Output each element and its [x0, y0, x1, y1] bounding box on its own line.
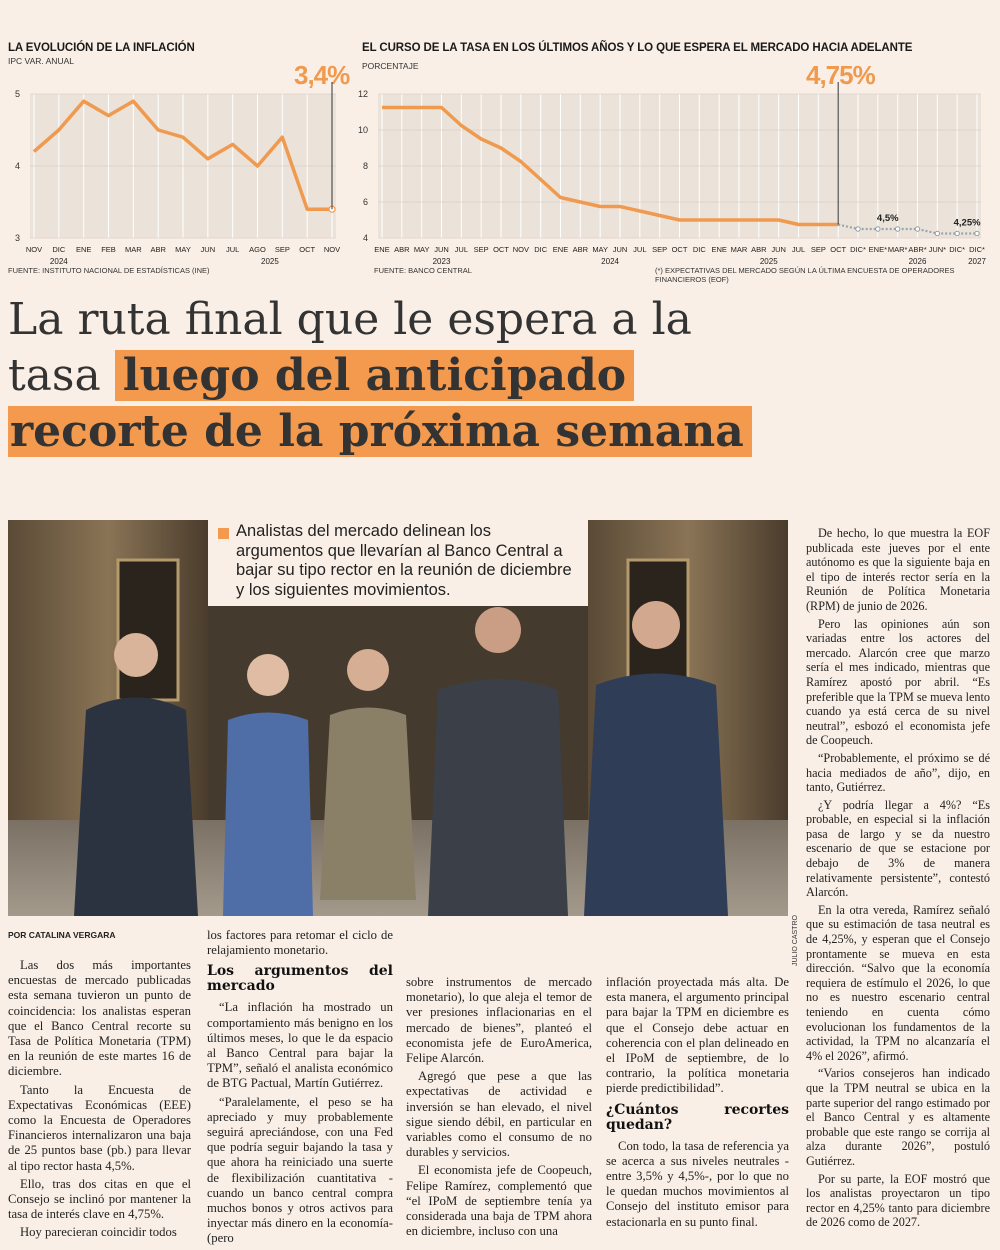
- paragraph: Tanto la Encuesta de Expectativas Económicas (EEE) como la Encuesta de Operadores Financieros internalizaron una baja de 25 puntos base (pb.) para llevar al tipo rector hasta 4,5%.: [8, 1082, 191, 1173]
- callout-bullet-square: [218, 528, 229, 539]
- body-column-4: [606, 975, 789, 1233]
- data-point: [935, 231, 939, 235]
- x-tick-label: ENE: [552, 245, 569, 254]
- paragraph: Pero las opiniones aún son variadas entre los actores del mercado. Alarcón cree que marzo sería el mes indicado, mientras que Ramírez apostó por abril. “Es preferible que la TPM se mueva lento cuando ya está cerca de su nivel neutral”, esbozó el economista jefe de Coopeuch.: [806, 616, 990, 748]
- byline: POR CATALINA VERGARA: [8, 930, 116, 940]
- x-tick-label: ENE: [75, 245, 92, 254]
- year-label: 2023: [432, 257, 451, 266]
- x-tick-label: DIC: [534, 245, 548, 254]
- paragraph: De hecho, lo que muestra la EOF publicada este jueves por el ente autónomo es que la siguiente baja en el tipo de interés rector sería en la Reunión de Política Monetaria (RPM) de junio de 2026.: [806, 526, 990, 613]
- year-label: 2025: [759, 257, 778, 266]
- body-column-5: [806, 526, 990, 1233]
- body-column-1: [8, 958, 191, 1244]
- x-tick-label: JUN: [771, 245, 786, 254]
- x-tick-label: MAY: [592, 245, 609, 254]
- x-tick-label: OCT: [671, 245, 688, 254]
- inflation-highlight-value: 3,4%: [294, 60, 350, 90]
- x-tick-label: MAR*: [887, 245, 908, 254]
- paragraph: Con todo, la tasa de referencia ya se acerca a sus niveles neutrales -entre 3,5% y 4,5%-, por lo que no le quedan muchos movimientos al Consejo del instituto emisor para estacionarla en su punto final.: [606, 1138, 789, 1229]
- x-tick-label: NOV: [323, 245, 341, 254]
- year-label: 2027: [968, 257, 986, 266]
- x-tick-label: SEP: [652, 245, 668, 254]
- x-tick-label: DIC: [692, 245, 706, 254]
- x-tick-label: ABR: [751, 245, 767, 254]
- paragraph: El economista jefe de Coopeuch, Felipe Ramírez, complementó que “el IPoM de septiembre tenía ya considerada una baja de TPM ahora en diciembre, incluso con una: [406, 1163, 592, 1239]
- subhead-argumentos: Los argumentos del mercado: [207, 963, 393, 995]
- x-tick-label: OCT: [830, 245, 847, 254]
- x-tick-label: ABR: [572, 245, 589, 254]
- inflation-chart-source: FUENTE: INSTITUTO NACIONAL DE ESTADÍSTICAS (INE): [8, 266, 210, 275]
- x-tick-label: DIC*: [969, 245, 985, 254]
- body-column-3: [406, 975, 592, 1242]
- headline-line-2: [8, 348, 988, 404]
- x-tick-label: NOV: [512, 245, 529, 254]
- inflation-line-chart: [0, 80, 350, 278]
- rate-line-chart: [350, 80, 1000, 278]
- annotation-label: 4,25%: [953, 217, 981, 229]
- paragraph: “Varios consejeros han indicado que la TPM neutral se ubica en la parte superior del rango estimado por el Banco Central y es altamente probable que este rango se corrija al alza durante 2026”, postuló Gutiérrez.: [806, 1066, 990, 1168]
- rate-chart-note: (*) EXPECTATIVAS DEL MERCADO SEGÚN LA ÚLTIMA ENCUESTA DE OPERADORES FINANCIEROS (EOF): [655, 266, 955, 284]
- year-label: 2024: [49, 257, 68, 266]
- data-point: [915, 227, 919, 231]
- x-tick-label: ABR: [394, 245, 410, 254]
- paragraph: Las dos más importantes encuestas de mercado publicadas esta semana tuvieron un punto de coincidencia: los analistas esperan que el Banco Central recorte su Tasa de Política Monetaria (TPM) en la reunión de este martes 16 de diciembre.: [8, 958, 191, 1079]
- rate-chart-source: FUENTE: BANCO CENTRAL: [374, 266, 472, 275]
- paragraph: ¿Y podría llegar a 4%? “Es probable, en especial si la inflación pasa de largo y se da nuestro escenario de que se estacione por debajo de 3% de manera relativamente persistente”, contestó Alarcón.: [806, 797, 990, 900]
- x-tick-label: OCT: [299, 245, 316, 254]
- x-tick-label: JUN*: [928, 245, 947, 254]
- y-tick-label: 4: [362, 233, 368, 243]
- x-tick-label: ENE*: [868, 245, 888, 254]
- year-label: 2025: [261, 257, 279, 266]
- y-tick-label: 5: [14, 89, 20, 99]
- subhead-recortes: ¿Cuántos recortes quedan?: [606, 1101, 789, 1133]
- callout-box: [208, 518, 588, 606]
- y-tick-label: 8: [362, 161, 368, 171]
- y-tick-label: 4: [14, 161, 20, 171]
- paragraph: Agregó que pese a que las expectativas de actividad e inversión se han elevado, el nivel sigue siendo débil, en particular en variables como el consumo de no durables y servicios.: [406, 1069, 592, 1160]
- x-tick-label: JUL: [454, 245, 469, 254]
- x-tick-label: ABR*: [908, 245, 927, 254]
- x-tick-label: OCT: [493, 245, 509, 254]
- paragraph: “Probablemente, el próximo se dé hacia mediados de año”, dijo, en tanto, Gutiérrez.: [806, 750, 990, 795]
- x-tick-label: ABR: [150, 245, 166, 254]
- year-label: 2024: [601, 257, 619, 266]
- y-tick-label: 10: [357, 125, 368, 135]
- paragraph: sobre instrumentos de mercado monetario), lo que aleja el temor de ver presiones inflacionarias en el mercado de bienes”, planteó el economista jefe de EuroAmerica, Felipe Alarcón.: [406, 975, 592, 1066]
- data-point: [975, 231, 979, 235]
- x-tick-label: SEP: [473, 245, 489, 254]
- x-tick-label: JUL: [633, 245, 647, 254]
- x-tick-label: JUL: [225, 245, 240, 254]
- paragraph: “Paralelamente, el peso se ha apreciado y muy probablemente seguirá apreciándose, con una Fed que podría seguir bajando la tasa y que ahora ha reiniciado una suerte de flexibilización cuantitativa -cuando un banco central compra muchos bonos y otros activos para inyectar más dinero en la economía- (pero: [207, 1094, 393, 1246]
- annotation-label: 4,5%: [876, 213, 899, 224]
- x-tick-label: DIC*: [949, 245, 966, 254]
- x-tick-label: JUN: [612, 245, 628, 254]
- year-label: 2026: [908, 257, 927, 266]
- x-tick-label: MAR: [124, 245, 142, 254]
- callout-text: Analistas del mercado delinean los argumentos que llevarían al Banco Central a bajar su tipo rector en la reunión de diciembre y los siguientes movimientos.: [236, 522, 572, 599]
- paragraph: Por su parte, la EOF mostró que los analistas proyectaron un tipo rector en 4,25% tanto para diciembre de 2026 como de 2027.: [806, 1171, 990, 1230]
- paragraph: inflación proyectada más alta. De esta manera, el argumento principal para bajar la TPM en diciembre es que el Consejo debe actuar en coherencia con el plan delineado en el IPoM de septiembre, de lo contrario, la política monetaria pierde predictibilidad”.: [606, 975, 789, 1096]
- y-tick-label: 6: [362, 197, 368, 207]
- x-tick-label: DIC*: [850, 245, 866, 254]
- headline-plain: tasa: [8, 350, 101, 401]
- x-tick-label: JUN: [200, 245, 216, 254]
- headline-highlight-1: luego del anticipado: [115, 350, 634, 401]
- headline-highlight-2: recorte de la próxima semana: [8, 406, 752, 457]
- paragraph: En la otra vereda, Ramírez señaló que su estimación de tasa neutral es de 4,25%, y esperan que el Consejo prontamente se mueva en esta dirección. “Salvo que la economía requiera de estímulo el 2026, lo que no es nuestro escenario central teniendo en cuenta cómo evolucionan los fundamentos de la actividad, la TPM no alcanzaría el 4% el 2026”, afirmó.: [806, 902, 990, 1063]
- x-tick-label: NOV: [25, 245, 43, 254]
- y-tick-label: 12: [357, 89, 368, 99]
- inflation-chart-subtitle: IPC VAR. ANUAL: [8, 56, 74, 66]
- rate-highlight-value: 4,75%: [806, 60, 875, 90]
- x-tick-label: MAY: [175, 245, 191, 254]
- x-tick-label: ENE: [711, 245, 727, 254]
- paragraph: los factores para retomar el ciclo de relajamiento monetario.: [207, 928, 393, 958]
- paragraph: Ello, tras dos citas en que el Consejo se inclinó por mantener la tasa de interés clave en 4,75%.: [8, 1176, 191, 1222]
- x-tick-label: SEP: [274, 245, 290, 254]
- x-tick-label: JUN: [434, 245, 449, 254]
- data-point: [876, 227, 880, 231]
- body-column-2: [207, 928, 393, 1250]
- x-tick-label: MAR: [730, 245, 748, 254]
- headline-line-1: La ruta final que le espera a la: [8, 294, 692, 345]
- x-tick-label: JUL: [791, 245, 806, 254]
- x-tick-label: DIC: [52, 245, 66, 254]
- x-tick-label: AGO: [249, 245, 266, 254]
- paragraph: Hoy parecieran coincidir todos: [20, 1225, 177, 1240]
- inflation-chart-title: LA EVOLUCIÓN DE LA INFLACIÓN: [8, 42, 195, 54]
- x-tick-label: SEP: [810, 245, 826, 254]
- x-tick-label: FEB: [101, 245, 116, 254]
- headline-line-3: [8, 404, 988, 460]
- rate-chart-subtitle: PORCENTAJE: [362, 61, 419, 71]
- photo-credit: JULIO CASTRO: [792, 915, 799, 966]
- rate-chart-title: EL CURSO DE LA TASA EN LOS ÚLTIMOS AÑOS Y LO QUE ESPERA EL MERCADO HACIA ADELANTE: [362, 42, 913, 54]
- data-point: [955, 231, 959, 235]
- data-point: [856, 227, 860, 231]
- x-tick-label: MAY: [413, 245, 430, 254]
- y-tick-label: 3: [14, 233, 20, 243]
- data-point: [895, 227, 899, 231]
- paragraph: “La inflación ha mostrado un comportamiento más benigno en los últimos meses, lo que le da espacio al Banco Central para bajar la TPM”, señaló el analista económico de BTG Pactual, Martín Gutiérrez.: [207, 1000, 393, 1091]
- headline: [8, 292, 988, 460]
- x-tick-label: ENE: [374, 245, 390, 254]
